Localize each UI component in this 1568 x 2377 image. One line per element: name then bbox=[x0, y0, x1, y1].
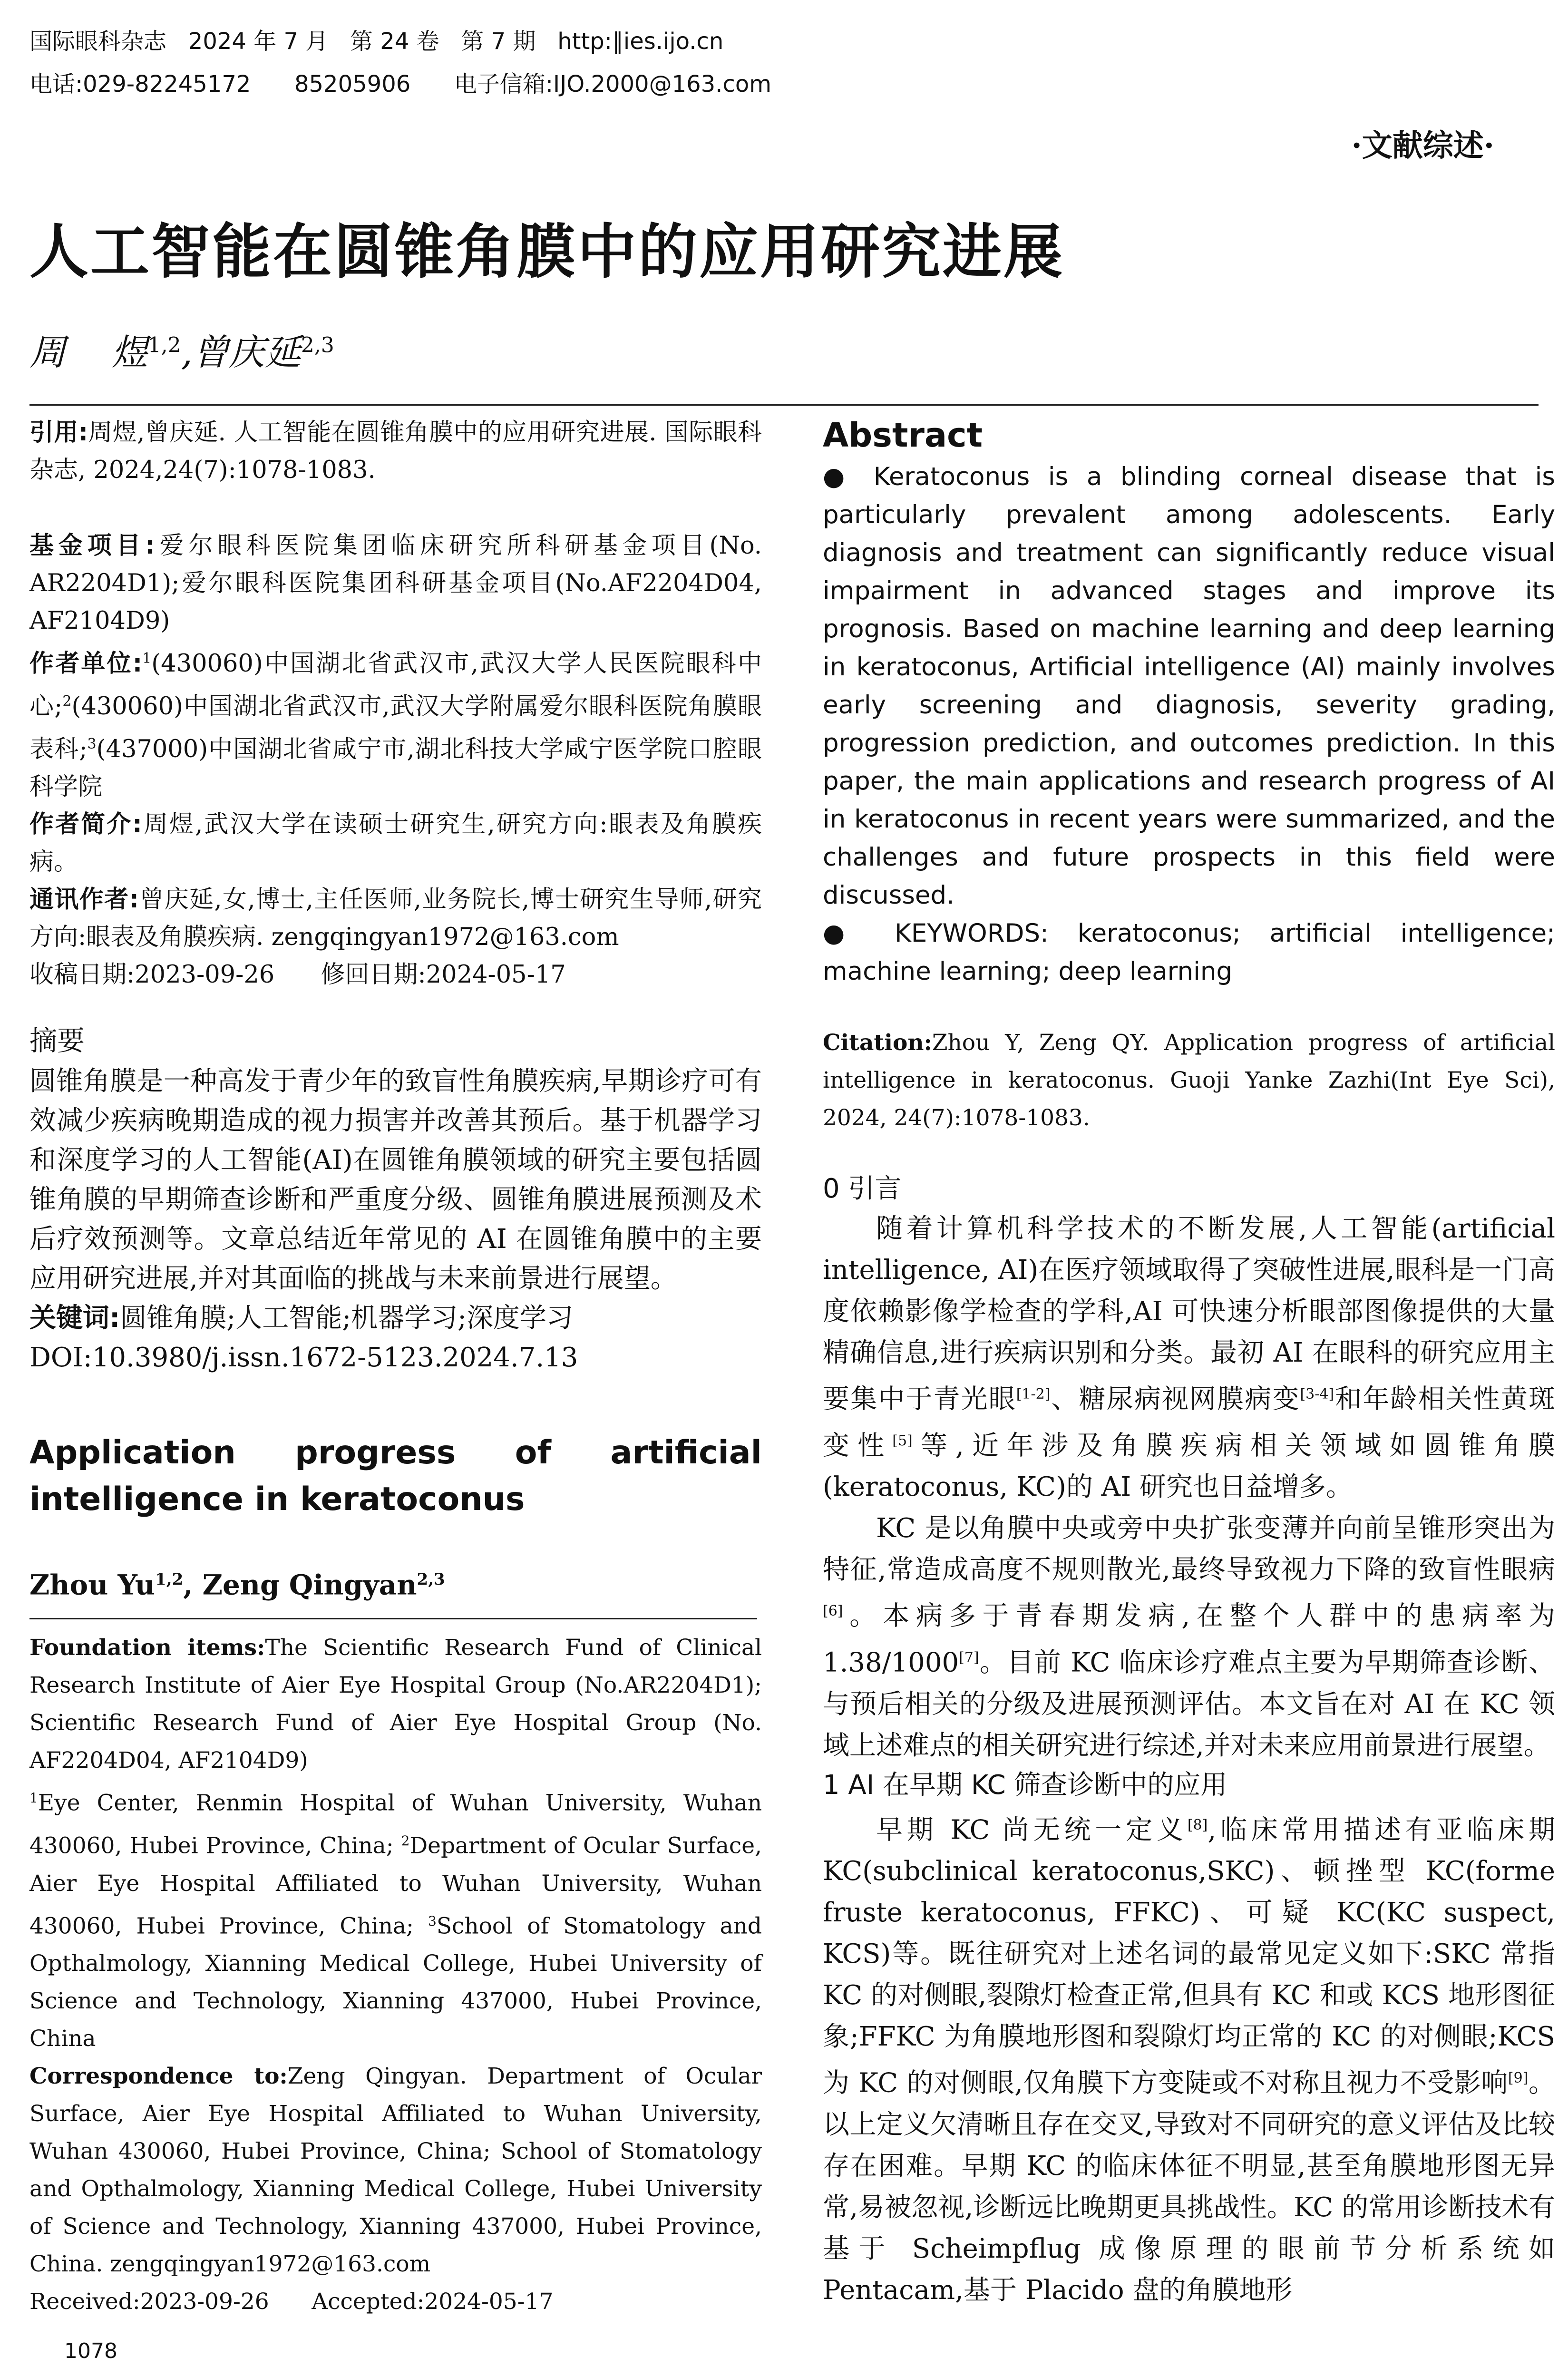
intro-p1-text-a: 随着计算机科学技术的不断发展,人工智能(artificial intelligence, AI)在医疗领域取得了突破性进展,眼科是一门高度依赖影像学检查的学科,AI 可快速分析眼部图像提供的大量精确信息,进行疾病识别和分类。最初 AI 在眼科的研究应用主要集中于青光眼 bbox=[823, 1213, 1555, 1415]
ref-7: [7] bbox=[959, 1649, 979, 1666]
page-title: 人工智能在圆锥角膜中的应用研究进展 bbox=[29, 218, 1065, 286]
funding-label: 基金项目: bbox=[29, 532, 155, 560]
abstract-text-zh: 圆锥角膜是一种高发于青少年的致盲性角膜疾病,早期诊疗可有效减少疾病晚期造成的视力损害并改善其预后。基于机器学习和深度学习的人工智能(AI)在圆锥角膜领域的研究主要包括圆锥角膜的早期筛查诊断和严重度分级、圆锥角膜进展预测及术后疗效预测等。文章总结近年常见的 AI 在圆锥角膜中的主要应用研究进展,并对其面临的挑战与未来前景进行展望。 bbox=[29, 1066, 762, 1294]
en-affil-sup-2: 2 bbox=[401, 1832, 410, 1849]
intro-p2-text-c: 。目前 KC 临床诊疗难点主要为早期筛查诊断、与预后相关的分级及进展预测评估。本文旨在对 AI 在 KC 领域上述难点的相关研究进行综述,并对未来应用前景进行展望。 bbox=[823, 1647, 1555, 1761]
citation-block bbox=[29, 414, 762, 489]
funding-block bbox=[29, 527, 762, 640]
affil-sup-2: 2 bbox=[62, 693, 72, 710]
bio-text: 周煜,武汉大学在读硕士研究生,研究方向:眼表及角膜疾病。 bbox=[29, 810, 762, 876]
correspondence-block bbox=[29, 881, 762, 956]
english-affiliations bbox=[29, 1779, 762, 2057]
citation-text: 周煜,曾庆延. 人工智能在圆锥角膜中的应用研究进展. 国际眼科杂志, 2024,24(7):1078-1083. bbox=[29, 419, 762, 484]
journal-header-line2: 电话:029-82245172 85205906 电子信箱:IJO.2000@163.com bbox=[29, 71, 771, 97]
ref-3-4: [3-4] bbox=[1300, 1386, 1334, 1403]
doi: DOI:10.3980/j.issn.1672-5123.2024.7.13 bbox=[29, 1342, 578, 1373]
ref-5: [5] bbox=[892, 1432, 913, 1449]
affil-text-2: (430060)中国湖北省武汉市,武汉大学附属爱尔眼科医院角膜眼表科; bbox=[29, 692, 762, 763]
en-affil-sup-3: 3 bbox=[428, 1913, 437, 1929]
correspondence-label: 通讯作者: bbox=[29, 886, 139, 914]
ref-8: [8] bbox=[1187, 1816, 1208, 1833]
ref-1-2: [1-2] bbox=[1016, 1386, 1051, 1403]
en-author-1-affil: 1,2 bbox=[155, 1570, 184, 1589]
abstract-text-en: ● Keratoconus is a blinding corneal disease that is particularly prevalent among adolescents. Early diagnosis and treatment can significantly reduce visual impairment in advanced stages and improve its prognosis. Based on machine learning and deep learning in keratoconus, Artificial intelligence (AI) mainly involves early screening and diagnosis, severity grading, progression prediction, and outcomes prediction. In this paper, the main applications and research progress of AI in keratoconus in recent years were summarized, and the challenges and future prospects in this field were discussed. bbox=[823, 462, 1555, 910]
en-citation-label: Citation: bbox=[823, 1030, 932, 1056]
keywords-label: 关键词: bbox=[29, 1303, 120, 1334]
keywords-en: ● KEYWORDS: keratoconus; artificial intelligence; machine learning; deep learning bbox=[823, 919, 1555, 986]
author-2: 曾庆延 bbox=[192, 331, 301, 373]
bio-block bbox=[29, 806, 762, 881]
english-correspondence bbox=[29, 2057, 762, 2283]
intro-p1-text-c: 和年龄相关性黄斑变性 bbox=[823, 1383, 1556, 1461]
affiliation-label: 作者单位: bbox=[29, 650, 143, 678]
english-section-rule bbox=[29, 1618, 757, 1619]
english-title-line1: Application progress of artificial bbox=[29, 1434, 762, 1471]
foundation-block bbox=[29, 1629, 762, 1779]
author-2-affil: 2,3 bbox=[301, 333, 334, 358]
right-column bbox=[823, 414, 1555, 2311]
en-citation-text: Zhou Y, Zeng QY. Application progress of artificial intelligence in keratoconus. Guoji Yanke Zazhi(Int Eye Sci), 2024, 24(7):1078-1083. bbox=[823, 1030, 1555, 1131]
intro-paragraph-2 bbox=[823, 1508, 1555, 1766]
sec1-p1-text-c: 。以上定义欠清晰且存在交叉,导致对不同研究的意义评估及比较存在困难。早期 KC 的临床体征不明显,甚至角膜地形图无异常,易被忽视,诊断远比晚期更具挑战性。KC 的常用诊断技术有基于 Scheimpflug 成像原理的眼前节分析系统如 Pentacam,基于 Placido 盘的角膜地形 bbox=[823, 2067, 1556, 2306]
received-dates: 收稿日期:2023-09-26 修回日期:2024-05-17 bbox=[29, 961, 566, 989]
en-author-2-affil: 2,3 bbox=[417, 1570, 445, 1589]
author-1-affil: 1,2 bbox=[147, 333, 181, 358]
section-tag: ·文献综述· bbox=[1351, 128, 1494, 164]
top-rule bbox=[29, 404, 1539, 406]
en-author-1: Zhou Yu bbox=[29, 1568, 156, 1601]
affil-text-3: (437000)中国湖北省咸宁市,湖北科技大学咸宁医学院口腔眼科学院 bbox=[29, 735, 762, 801]
en-corr-text: Zeng Qingyan. Department of Ocular Surface, Aier Eye Hospital Affiliated to Wuhan University, Wuhan 430060, Hubei Province, China; School of Stomatology and Opthalmology, Xianning Medical College, Hubei University of Science and Technology, Xianning 437000, Hubei Province, China. zengqingyan1972@163.com bbox=[29, 2063, 762, 2278]
ref-6: [6] bbox=[823, 1603, 843, 1620]
page-number: 1078 bbox=[64, 2339, 117, 2363]
english-title-line2: intelligence in keratoconus bbox=[29, 1481, 525, 1518]
english-citation bbox=[823, 1024, 1555, 1137]
en-author-separator: , bbox=[183, 1568, 203, 1601]
english-authors bbox=[29, 1561, 762, 1604]
author-1: 周 煜 bbox=[29, 331, 148, 373]
en-affil-text-1: Eye Center, Renmin Hospital of Wuhan University, Wuhan 430060, Hubei Province, China; bbox=[29, 1790, 762, 1859]
sec1-p1-text-b: ,临床常用描述有亚临床期 KC(subclinical keratoconus,SKC)、顿挫型 KC(forme fruste keratoconus, FFKC)、可疑 KC(KC suspect, KCS)等。既往研究对上述名词的最常见定义如下:SKC 常指 KC 的对侧眼,裂隙灯检查正常,但具有 KC 和或 KCS 地形图征象;FFKC 为角膜地形图和裂隙灯均正常的 KC 的对侧眼;KCS 为 KC 的对侧眼,仅角膜下方变陡或不对称且视力不受影响 bbox=[823, 1814, 1556, 2099]
section-1-heading: 1 AI 在早期 KC 筛查诊断中的应用 bbox=[823, 1769, 1227, 1801]
affil-sup-1: 1 bbox=[142, 650, 152, 667]
section-1-paragraph-1 bbox=[823, 1804, 1555, 2311]
affil-sup-3: 3 bbox=[87, 736, 97, 752]
intro-p1-text-d: 等,近年涉及角膜疾病相关领域如圆锥角膜(keratoconus, KC)的 AI 研究也日益增多。 bbox=[823, 1430, 1555, 1503]
intro-p1-text-b: 、糖尿病视网膜病变 bbox=[1050, 1383, 1300, 1415]
keywords-zh bbox=[29, 1298, 762, 1338]
keywords-text: 圆锥角膜;人工智能;机器学习;深度学习 bbox=[120, 1303, 574, 1334]
sec1-p1-text-a: 早期 KC 尚无统一定义 bbox=[876, 1814, 1188, 1846]
intro-p2-text-a: KC 是以角膜中央或旁中央扩张变薄并向前呈锥形突出为特征,常造成高度不规则散光,最终导致视力下降的致盲性眼病 bbox=[823, 1513, 1555, 1586]
intro-p2-text-b: 。本病多于青春期发病,在整个人群中的患病率为 1.38/1000 bbox=[823, 1600, 1555, 1678]
ref-9: [9] bbox=[1508, 2070, 1529, 2087]
citation-label: 引用: bbox=[29, 419, 88, 447]
authors-cn bbox=[29, 323, 334, 375]
en-corr-label: Correspondence to: bbox=[29, 2063, 288, 2090]
en-affil-text-2: Department of Ocular Surface, Aier Eye Hospital Affiliated to Wuhan University, Wuhan 430060, Hubei Province, China; bbox=[29, 1832, 762, 1939]
intro-paragraph-1 bbox=[823, 1208, 1555, 1508]
affiliation-block bbox=[29, 640, 762, 806]
en-affil-text-3: School of Stomatology and Opthalmology, Xianning Medical College, Hubei University of Science and Technology, Xianning 437000, Hubei Province, China bbox=[29, 1913, 762, 2052]
abstract-heading-zh: 摘要 bbox=[29, 1024, 85, 1057]
bio-label: 作者简介: bbox=[29, 810, 142, 838]
intro-heading: 0 引言 bbox=[823, 1173, 902, 1204]
foundation-text: The Scientific Research Fund of Clinical Research Institute of Aier Eye Hospital Group (No.AR2204D1); Scientific Research Fund of Aier Eye Hospital Group (No. AF2204D04, AF2104D9) bbox=[29, 1635, 762, 1774]
foundation-label: Foundation items: bbox=[29, 1635, 265, 1661]
correspondence-text: 曾庆延,女,博士,主任医师,业务院长,博士研究生导师,研究方向:眼表及角膜疾病. zengqingyan1972@163.com bbox=[29, 886, 762, 951]
en-author-2: Zeng Qingyan bbox=[202, 1568, 417, 1601]
english-dates: Received:2023-09-26 Accepted:2024-05-17 bbox=[29, 2289, 554, 2315]
journal-header-line1: 国际眼科杂志 2024 年 7 月 第 24 卷 第 7 期 http:∥ies.ijo.cn bbox=[29, 28, 724, 55]
en-affil-sup-1: 1 bbox=[29, 1790, 38, 1806]
abstract-heading-en: Abstract bbox=[823, 416, 983, 455]
affil-text-1: (430060)中国湖北省武汉市,武汉大学人民医院眼科中心; bbox=[29, 650, 762, 721]
author-separator: , bbox=[181, 331, 193, 373]
left-column bbox=[29, 414, 762, 2320]
funding-text: 爱尔眼科医院集团临床研究所科研基金项目(No. AR2204D1);爱尔眼科医院集团科研基金项目(No.AF2204D04, AF2104D9) bbox=[29, 532, 762, 635]
